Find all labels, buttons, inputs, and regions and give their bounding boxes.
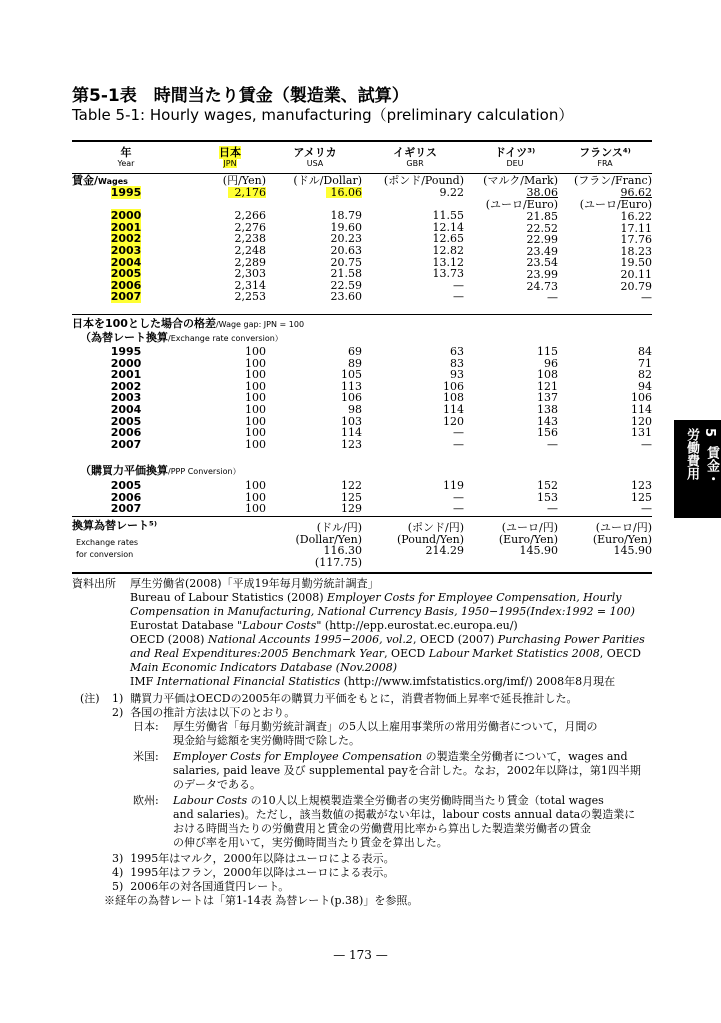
gap-section-rule	[72, 516, 652, 517]
wages-jpn-1995-text: 2,176 2,266 2,276 2,238 2,248 2,289 2,303 2,314 2,253	[234, 186, 266, 304]
header-year-en: Year	[117, 159, 135, 168]
ppp-gbr: 119 — —	[443, 479, 464, 516]
chapter-tab-line2: 労働費用	[684, 428, 699, 480]
note-4: 4) 1995年はフラン，2000年以降はユーロによる表示。	[112, 866, 395, 879]
header-jpn-en: JPN	[223, 159, 237, 168]
note-us-label: 米国:	[133, 750, 159, 763]
wages-label: 賃金/Wages	[72, 174, 128, 187]
source-line-5: OECD (2008) National Accounts 1995−2006, vol.2, OECD (2007) Purchasing Power Parities	[130, 633, 645, 646]
gap-fra: 84 71 82 94 106 114 120 131 —	[631, 345, 652, 451]
note-eu-2: and salaries)。ただし，該当数値の掲載がない年は，labour costs annual dataの製造業に	[173, 808, 636, 821]
note-us-1: Employer Costs for Employee Compensation の製造業全労働者について，wages and	[173, 750, 628, 763]
wages-usa-1995-text: 16.06 18.79 19.60 20.23 20.63 20.75 21.58 22.59 23.60	[330, 186, 362, 304]
chapter-tab-line1: 賃金・	[704, 446, 719, 485]
gap-exch-label: （為替レート換算/Exchange rate conversion）	[80, 331, 283, 344]
note-5: 5) 2006年の対各国通貨円レート。	[112, 880, 290, 893]
ppp-usa: 122 125 129	[341, 479, 362, 516]
note-1: 1) 購買力平価はOECDの2005年の購買力平価をもとに，消費者物価上昇率で延長推計した。	[112, 692, 578, 705]
gap-years: 1995 2000 2001 2002 2003 2004 2005 2006 2007	[110, 345, 142, 451]
ppp-label: （購買力平価換算/PPP Conversion）	[80, 464, 241, 477]
page-title: 第5-1表 時間当たり賃金（製造業、試算）	[72, 86, 409, 106]
unit-jpn: (円/Yen)	[222, 174, 266, 187]
wages-gbr: 9.22 11.55 12.14 12.65 12.82 13.12 13.73 — —	[432, 186, 464, 304]
note-us-3: のデータである。	[173, 778, 261, 791]
gap-jpn: 100 100 100 100 100 100 100 100 100	[245, 345, 266, 451]
ppp-deu: 152 153 —	[537, 479, 558, 516]
wages-section-rule	[72, 314, 652, 315]
header-deu-en: DEU	[506, 159, 524, 168]
note-eu-3: おける時間当たりの労働費用と賃金の労働費用比率から算出した製造業労働者の賃金	[173, 822, 591, 835]
wages-fra: 16.22 17.11 17.76 18.23 19.50 20.11 20.79 —	[620, 210, 652, 305]
page-subtitle: Table 5-1: Hourly wages, manufacturing（preliminary calculation）	[72, 106, 574, 124]
header-usa: アメリカ	[293, 146, 337, 159]
note-jp-2: 現金給与総額を実労働時間で除した。	[173, 734, 360, 747]
table-bottom-rule	[72, 572, 652, 574]
header-fra: フランス⁴⁾	[579, 146, 631, 159]
unit-deu: (マルク/Mark)	[483, 174, 558, 187]
note-2: 2) 各国の推計方法は以下のとおり。	[112, 706, 296, 719]
rate-deu: (ユーロ/円) (Euro/Yen) 145.90	[498, 521, 558, 558]
chapter-tab	[674, 420, 721, 518]
wages-deu: 21.85 22.52 22.99 23.49 23.54 23.99 24.73 —	[526, 210, 558, 305]
source-line-7: Main Economic Indicators Database (Nov.2008)	[130, 661, 398, 674]
note-6: ※経年の為替レートは「第1-14表 為替レート(p.38)」を参照。	[104, 894, 419, 907]
rate-label: 換算為替レート⁵⁾	[72, 519, 157, 532]
header-usa-en: USA	[306, 159, 324, 168]
source-line-6: and Real Expenditures:2005 Benchmark Year, OECD Labour Market Statistics 2008, OECD	[130, 647, 641, 660]
source-line-8: IMF International Financial Statistics (http://www.imfstatistics.org/imf/) 2008年8月現在	[130, 675, 616, 688]
gap-label: 日本を100とした場合の格差/Wage gap: JPN = 100	[72, 317, 305, 330]
table-top-rule	[72, 140, 652, 142]
wages-years: 1995 2000 2001 2002 2003 2004 2005 2006 2007	[110, 186, 142, 304]
unit-fra: (フラン/Franc)	[574, 174, 652, 187]
source-line-4: Eurostat Database "Labour Costs" (http://epp.eurostat.ec.europa.eu/)	[130, 619, 518, 632]
ppp-fra: 123 125 —	[631, 479, 652, 516]
note-3: 3) 1995年はマルク，2000年以降はユーロによる表示。	[112, 852, 395, 865]
header-year: 年	[120, 146, 132, 159]
wages-fra-1995: 96.62	[620, 186, 652, 199]
note-jp-1: 厚生労働省「毎月勤労統計調査」の5人以上雇用事業所の常用労働者について，月間の	[173, 720, 598, 733]
ppp-jpn: 100 100 100	[245, 479, 266, 516]
rate-label-en2: for conversion	[76, 550, 134, 559]
gap-deu: 115 96 108 121 137 138 143 156 —	[537, 345, 558, 451]
source-line-3: Compensation in Manufacturing, National Currency Basis, 1950−1995(Index:1992 = 100)	[130, 605, 635, 618]
note-eu-label: 欧州:	[133, 794, 159, 807]
gap-gbr: 63 83 93 106 108 114 120 — —	[443, 345, 464, 451]
note-us-2: salaries, paid leave 及び supplemental payを合計した。なお，2002年以降は，第1四半期	[173, 764, 641, 777]
wages-deu-1995: 38.06	[526, 186, 558, 199]
header-gbr-en: GBR	[406, 159, 424, 168]
source-label: 資料出所	[72, 577, 116, 590]
ppp-years: 2005 2006 2007	[110, 479, 142, 516]
source-line-2: Bureau of Labour Statistics (2008) Employer Costs for Employee Compensation, Hourly	[130, 591, 622, 604]
unit-fra-euro: (ユーロ/Euro)	[579, 198, 652, 211]
source-line-1: 厚生労働省(2008)「平成19年毎月勤労統計調査」	[130, 577, 379, 590]
unit-deu-euro: (ユーロ/Euro)	[485, 198, 558, 211]
note-eu-4: の伸び率を用いて，実労働時間当たり賃金を算出した。	[173, 836, 448, 849]
note-eu-1: Labour Costs の10人以上規模製造業全労働者の実労働時間当たり賃金（total wages	[173, 794, 604, 807]
notes-label: (注)	[80, 692, 100, 705]
gap-usa: 69 89 105 113 106 98 103 114 123	[341, 345, 362, 451]
rate-fra: (ユーロ/円) (Euro/Yen) 145.90	[592, 521, 652, 558]
chapter-tab-number: 5	[702, 428, 717, 438]
unit-gbr: (ポンド/Pound)	[383, 174, 464, 187]
rate-gbr: (ポンド/円) (Pound/Yen) 214.29	[397, 521, 464, 558]
rate-usa: (ドル/円) (Dollar/Yen) 116.30 (117.75)	[295, 521, 362, 569]
header-deu: ドイツ³⁾	[494, 146, 536, 159]
note-jp-label: 日本:	[133, 720, 159, 733]
header-jpn: 日本	[219, 146, 241, 159]
rate-label-en1: Exchange rates	[76, 538, 139, 547]
page-number: — 173 —	[333, 948, 388, 962]
unit-usa: (ドル/Dollar)	[293, 174, 362, 187]
header-gbr: イギリス	[393, 146, 437, 159]
header-rule	[72, 173, 652, 174]
header-fra-en: FRA	[597, 159, 613, 168]
